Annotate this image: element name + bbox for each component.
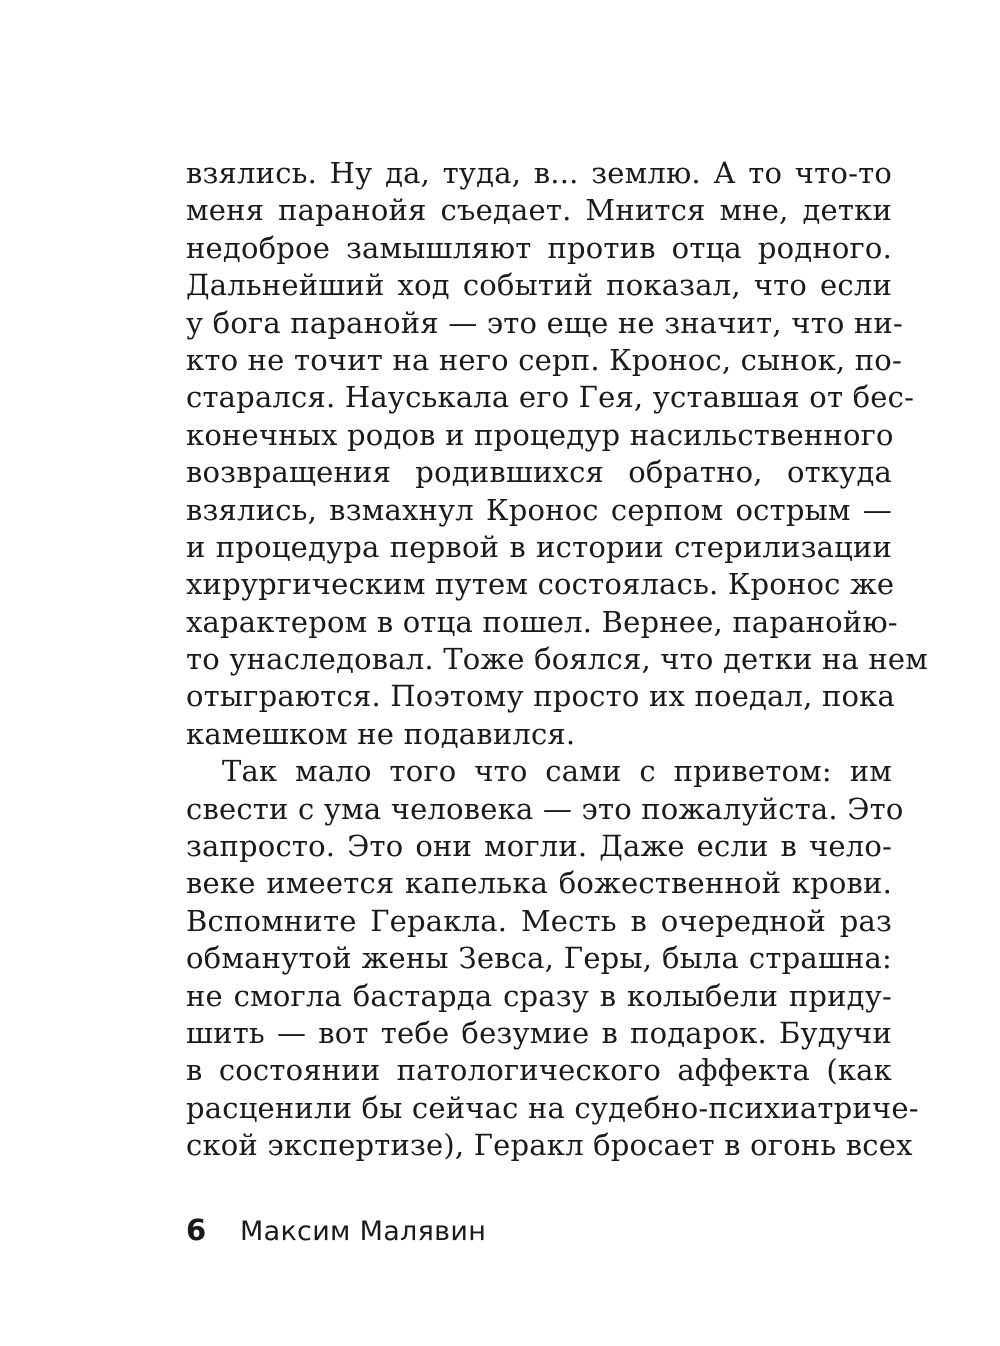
text-line: веке имеется капелька божественной крови. [186, 866, 892, 901]
text-line: запросто. Это они могли. Даже если в чело- [186, 829, 892, 864]
running-head-author: Максим Малявин [240, 1216, 487, 1247]
page-footer [186, 1213, 486, 1253]
text-line: в состоянии патологического аффекта (как [186, 1053, 892, 1088]
text-line: меня паранойя съедает. Мнится мне, детки [186, 193, 892, 228]
text-line: свести с ума человека — это пожалуйста. Это [186, 791, 904, 826]
text-line: то унаследовал. Тоже боялся, что детки на нем [186, 642, 929, 677]
text-line: конечных родов и процедур насильственного [186, 417, 894, 452]
text-line: отыграются. Поэтому просто их поедал, пока [186, 679, 896, 714]
text-line: взялись. Ну да, туда, в... землю. А то что-то [186, 156, 892, 190]
paragraph-1 [186, 155, 929, 753]
text-line: хирургическим путем состоялась. Кронос же [186, 567, 895, 602]
text-line: взялись, взмахнул Кронос серпом острым — [186, 492, 892, 527]
text-line: шить — вот тебе безумие в подарок. Будучи [186, 1015, 892, 1050]
text-line: у бога паранойя — это еще не значит, что ни- [186, 305, 903, 340]
text-line: кто не точит на него серп. Кронос, сынок, по- [186, 342, 902, 377]
text-line: не смогла бастарда сразу в колыбели приду- [186, 978, 892, 1013]
text-line: камешком не подавился. [186, 716, 576, 751]
text-line: старался. Науськала его Гея, уставшая от бес- [186, 380, 915, 415]
text-line: расценили бы сейчас на судебно-психиатриче- [186, 1090, 919, 1125]
text-line: Так мало того что сами с приветом: им [222, 754, 892, 789]
text-line: и процедура первой в истории стерилизации [186, 529, 892, 564]
text-line: характером в отца пошел. Вернее, паранойю- [186, 604, 898, 639]
text-line: недоброе замышляют против отца родного. [186, 230, 892, 265]
text-line: ской экспертизе), Геракл бросает в огонь всех [186, 1128, 913, 1163]
text-line: возвращения родившихся обратно, откуда [186, 455, 892, 490]
page-number: 6 [186, 1213, 207, 1247]
text-line: обманутой жены Зевса, Геры, была страшна: [186, 941, 892, 976]
paragraph-2 [186, 753, 919, 1164]
text-line: Дальнейший ход событий показал, что если [186, 268, 892, 303]
text-line: Вспомните Геракла. Месть в очередной раз [186, 903, 892, 938]
page-body-text [186, 155, 929, 1165]
